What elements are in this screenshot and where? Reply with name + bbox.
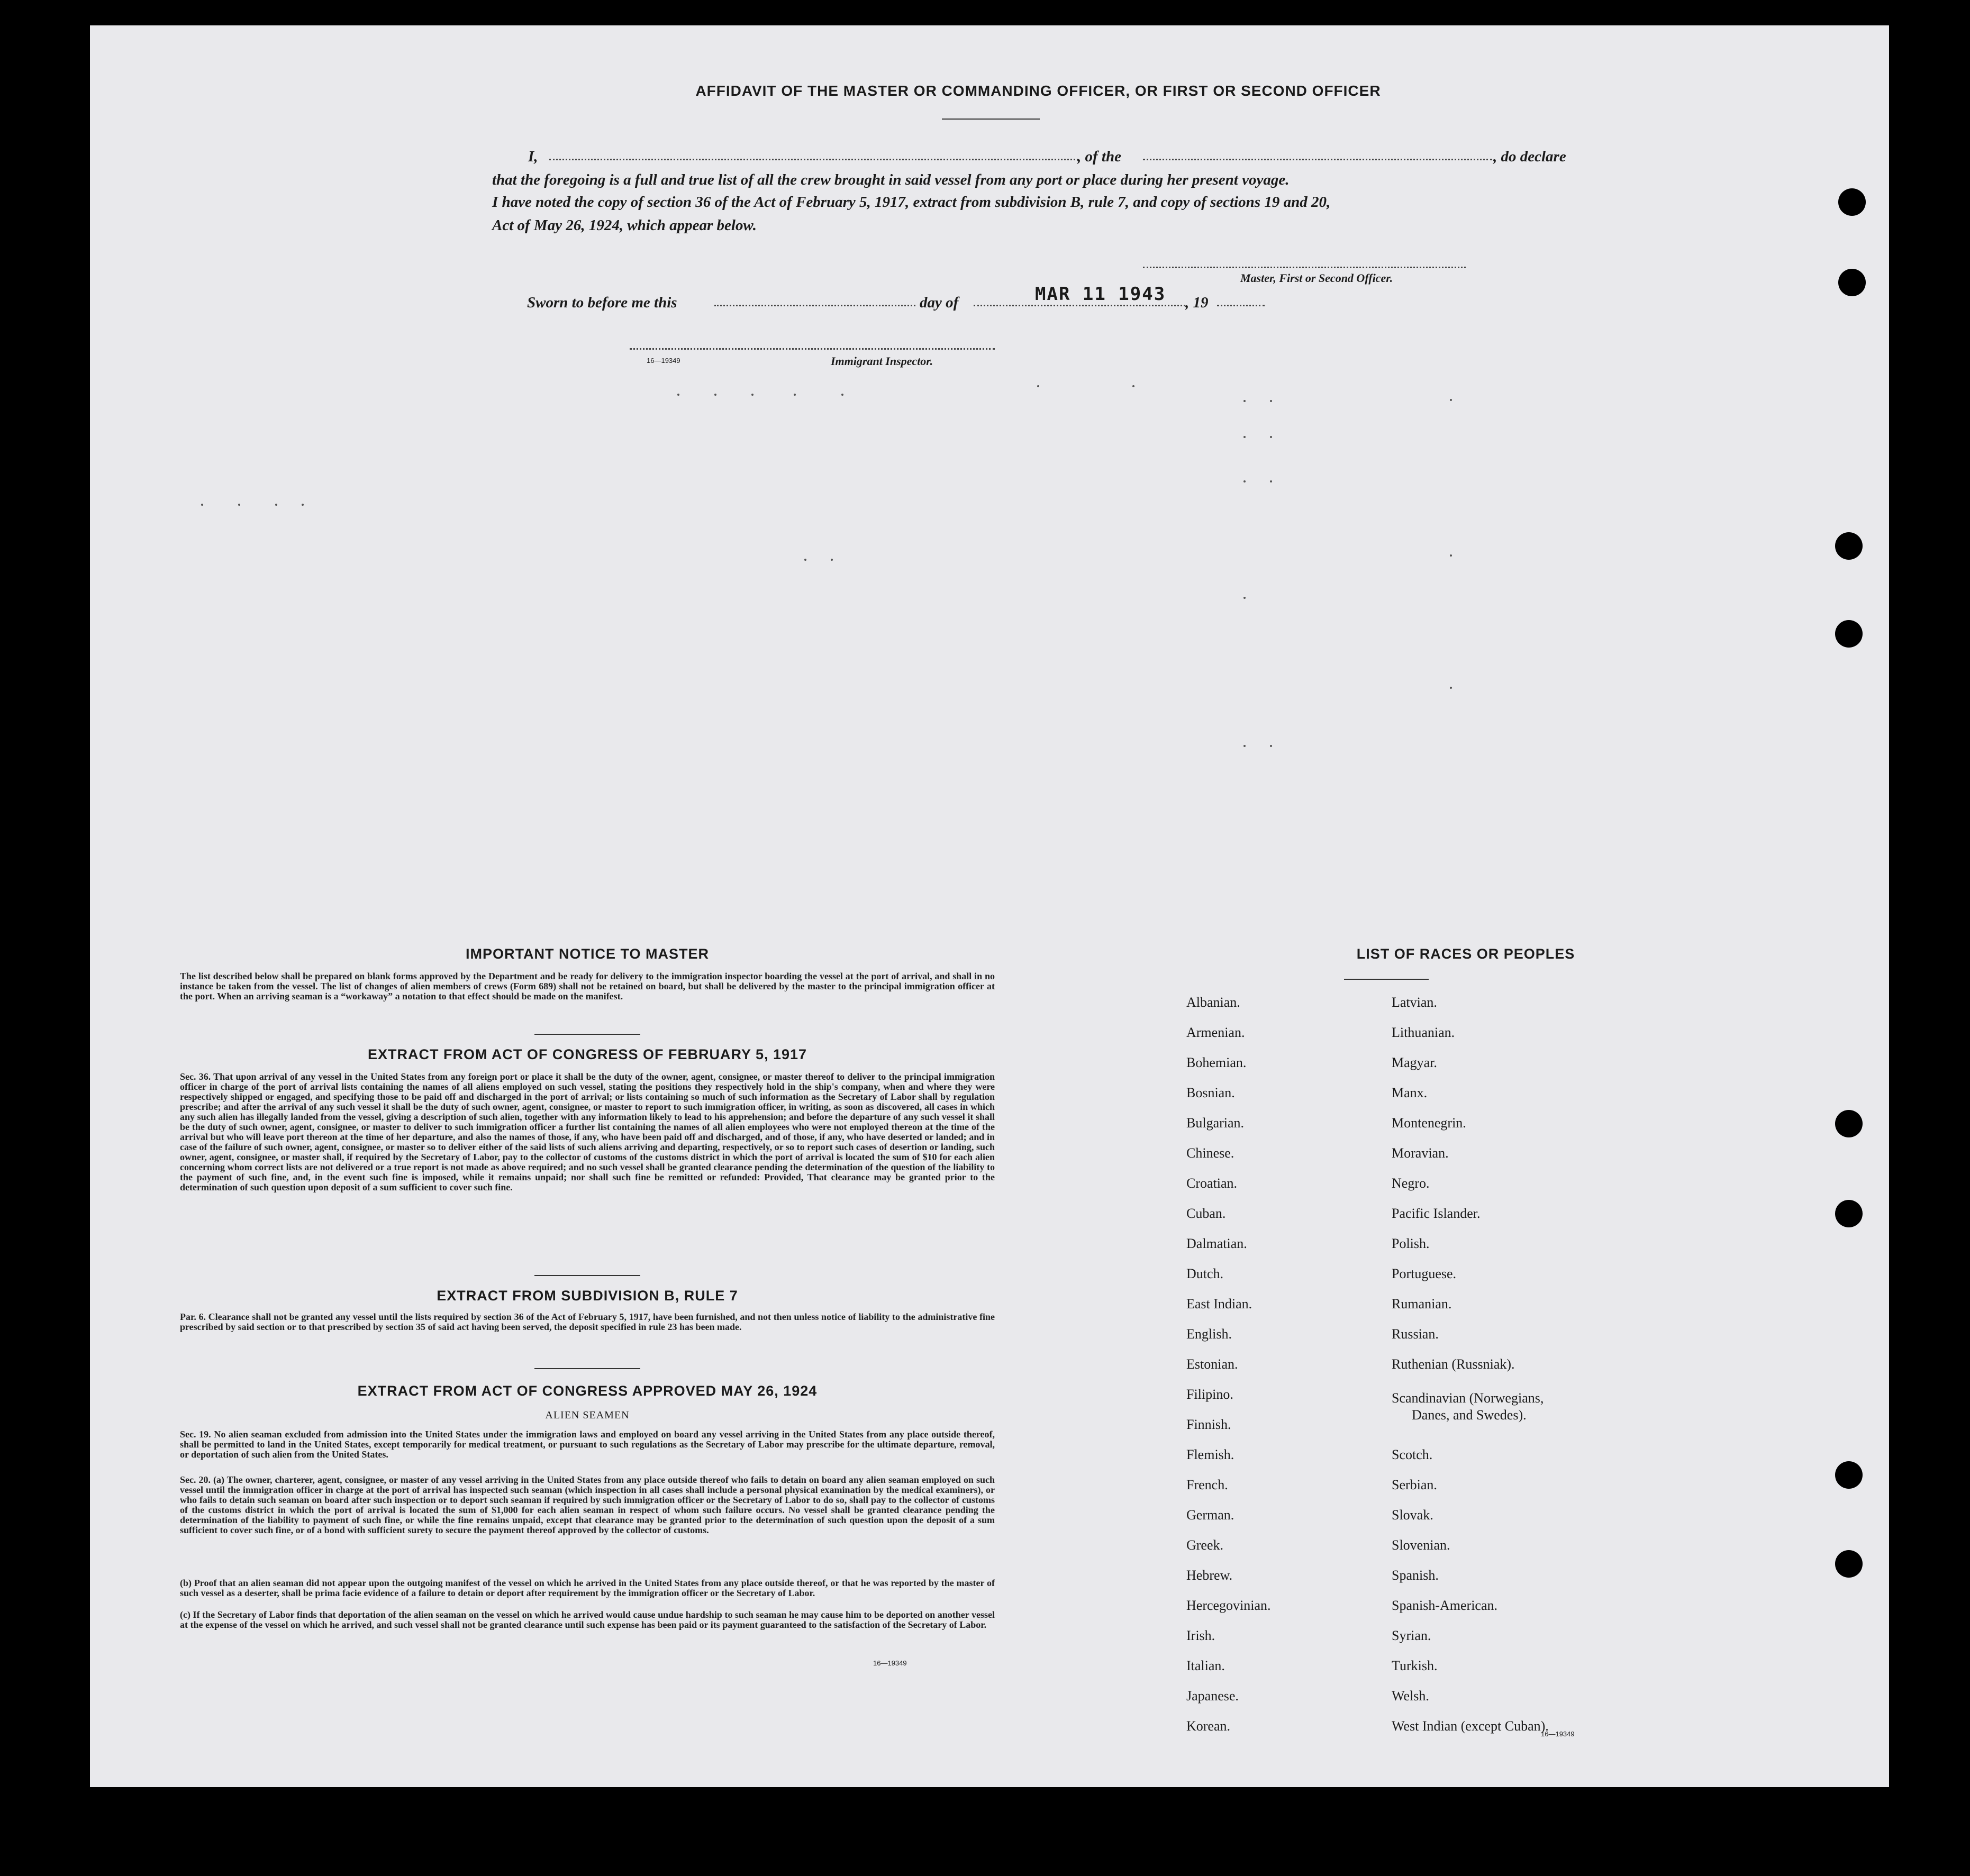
race-item: Finnish.	[1186, 1417, 1231, 1432]
race-item: Slovak.	[1392, 1507, 1433, 1523]
race-item: Bulgarian.	[1186, 1115, 1245, 1131]
race-item: Flemish.	[1186, 1447, 1234, 1462]
race-item: Cuban.	[1186, 1206, 1226, 1221]
extract-rule7-text: Par. 6. Clearance shall not be granted any vessel until the lists required by section 36 of the Act of February 5, 1917, have been furnished, and not then unless notice of liability to the administrative fine prescribed by said section or to that prescribed by section 35 of said act having been served, the deposit specified in rule 23 has been made.	[180, 1312, 995, 1332]
document-page	[90, 25, 1889, 1787]
race-item: Scandinavian (Norwegians,	[1392, 1390, 1544, 1406]
race-item: Lithuanian.	[1392, 1025, 1455, 1040]
affidavit-line2: that the foregoing is a full and true list of all the crew brought in said vessel from any port or place during her present voyage.	[492, 171, 1290, 188]
race-item: Magyar.	[1392, 1055, 1437, 1070]
binder-hole	[1835, 1550, 1863, 1578]
scan-speck	[677, 394, 679, 396]
scan-speck	[831, 559, 833, 561]
race-item: Pacific Islander.	[1392, 1206, 1481, 1221]
race-item: Negro.	[1392, 1176, 1430, 1191]
race-item: Polish.	[1392, 1236, 1430, 1251]
extract-1924-sec20b: (b) Proof that an alien seaman did not appear upon the outgoing manifest of the vessel on which he arrived in the United States from any place outside thereof, or that he was reported by the master of such vessel as a deserter, shall be prima facie evidence of a failure to detain or deport after requirement by the immigration officer or the Secretary of Labor.	[180, 1578, 995, 1598]
scan-speck	[1270, 745, 1272, 747]
scan-speck	[1243, 480, 1246, 482]
race-item: Serbian.	[1392, 1477, 1437, 1492]
scan-speck	[1270, 480, 1272, 482]
scan-speck	[1270, 436, 1272, 438]
race-item: Dutch.	[1186, 1266, 1224, 1281]
race-item: English.	[1186, 1326, 1232, 1342]
race-item: Korean.	[1186, 1718, 1231, 1734]
scan-speck	[1243, 400, 1246, 402]
extract-1924-sec20a: Sec. 20. (a) The owner, charterer, agent, consignee, or master of any vessel arriving in the United States from any place outside thereof who fails to detain on board any alien seaman employed on such vessel until the immigration officer in charge at the port of arrival has inspected such seaman (which inspection in all cases shall include a personal physical examination by the medical examiners), or who fails to detain such seaman on board after such inspection or to deport such seaman if required by such immigration officer or the Secretary of Labor to do so, shall pay to the collector of customs of the customs district in which the port of arrival is located the sum of $1,000 for each alien seaman in respect of whom such failure occurs. No vessel shall be granted clearance pending the determination of the liability to payment of such fine, or while the fine remains unpaid, except that clearance may be granted prior to the determination of such question upon the deposit of a sum sufficient to cover such fine, or of a bond with sufficient surety to secure the payment thereof approved by the collector of customs.	[180, 1474, 995, 1535]
affidavit-line1-of-the: , of the	[1077, 148, 1121, 165]
sworn-prefix: Sworn to before me this	[527, 294, 677, 311]
race-item: Chinese.	[1186, 1145, 1234, 1161]
binder-hole	[1835, 532, 1863, 560]
race-item: French.	[1186, 1477, 1228, 1492]
binder-hole	[1838, 269, 1866, 296]
race-item: Scotch.	[1392, 1447, 1433, 1462]
alien-seamen-subtitle: ALIEN SEAMEN	[545, 1409, 630, 1421]
scan-speck	[1243, 597, 1246, 599]
scan-speck	[238, 504, 240, 506]
race-item: Moravian.	[1392, 1145, 1449, 1161]
race-item: Spanish.	[1392, 1568, 1439, 1583]
extract-1924-title: EXTRACT FROM ACT OF CONGRESS APPROVED MAY 26, 1924	[357, 1383, 818, 1399]
race-item: Manx.	[1392, 1085, 1428, 1100]
affidavit-line4: Act of May 26, 1924, which appear below.	[492, 217, 757, 234]
section-rule	[534, 1275, 640, 1276]
race-item: Irish.	[1186, 1628, 1215, 1643]
race-item: West Indian (except Cuban).	[1392, 1718, 1549, 1734]
race-item: Turkish.	[1392, 1658, 1438, 1673]
race-item: Syrian.	[1392, 1628, 1431, 1643]
scan-speck	[1037, 385, 1039, 387]
race-item: Rumanian.	[1392, 1296, 1452, 1312]
race-item: Spanish-American.	[1392, 1598, 1498, 1613]
form-number-left: 16—19349	[873, 1659, 907, 1667]
race-item: Latvian.	[1392, 995, 1437, 1010]
race-item: Hebrew.	[1186, 1568, 1233, 1583]
race-item: Bosnian.	[1186, 1085, 1235, 1100]
race-item: Portuguese.	[1392, 1266, 1457, 1281]
scan-speck	[751, 394, 753, 396]
scan-speck	[201, 504, 203, 506]
sworn-year-field[interactable]	[1217, 305, 1265, 306]
race-item: Danes, and Swedes).	[1412, 1407, 1527, 1423]
scan-speck	[1450, 687, 1452, 689]
race-item: Russian.	[1392, 1326, 1439, 1342]
race-item: Slovenian.	[1392, 1537, 1450, 1553]
race-item: Estonian.	[1186, 1356, 1238, 1372]
title-rule	[942, 119, 1040, 120]
section-rule	[534, 1034, 640, 1035]
race-item: Hercegovinian.	[1186, 1598, 1271, 1613]
extract-rule7-title: EXTRACT FROM SUBDIVISION B, RULE 7	[437, 1288, 738, 1304]
inspector-label: Immigrant Inspector.	[831, 354, 933, 368]
form-number-top: 16—19349	[647, 357, 680, 365]
extract-1924-sec19: Sec. 19. No alien seaman excluded from admission into the United States under the immigration laws and employed on board any vessel arriving in the United States from any place outside thereof, shall be permitted to land in the United States, except temporarily for medical treatment, or pursuant to such regulations as the Secretary of Labor may prescribe for the ultimate departure, removal, or deportation of such alien from the United States.	[180, 1429, 995, 1460]
affidavit-line3: I have noted the copy of section 36 of the Act of February 5, 1917, extract from subdivision B, rule 7, and copy of sections 19 and 20,	[492, 194, 1331, 211]
race-item: Filipino.	[1186, 1387, 1233, 1402]
binder-hole	[1838, 188, 1866, 216]
sworn-month-field[interactable]	[974, 305, 1185, 306]
scan-speck	[1270, 400, 1272, 402]
race-item: Japanese.	[1186, 1688, 1239, 1704]
inspector-signature-field[interactable]	[630, 348, 995, 350]
affidavit-title: AFFIDAVIT OF THE MASTER OR COMMANDING OFFICER, OR FIRST OR SECOND OFFICER	[695, 83, 1381, 99]
master-signature-label: Master, First or Second Officer.	[1240, 271, 1393, 285]
race-item: Welsh.	[1392, 1688, 1429, 1704]
scan-speck	[1132, 385, 1134, 387]
scan-speck	[794, 394, 796, 396]
race-item: Armenian.	[1186, 1025, 1245, 1040]
race-item: German.	[1186, 1507, 1234, 1523]
race-item: Bohemian.	[1186, 1055, 1247, 1070]
vessel-name-field[interactable]	[1143, 159, 1492, 160]
date-stamp: MAR 11 1943	[1035, 284, 1166, 305]
binder-hole	[1835, 620, 1863, 648]
affidavit-line1-declare: , do declare	[1493, 148, 1566, 165]
sworn-year: , 19	[1185, 294, 1209, 311]
scan-speck	[1450, 399, 1452, 401]
race-item: East Indian.	[1186, 1296, 1252, 1312]
scan-speck	[1450, 554, 1452, 557]
extract-1917-title: EXTRACT FROM ACT OF CONGRESS OF FEBRUARY 5, 1917	[367, 1046, 807, 1062]
race-item: Albanian.	[1186, 995, 1240, 1010]
races-title: LIST OF RACES OR PEOPLES	[1356, 946, 1575, 962]
race-item: Dalmatian.	[1186, 1236, 1247, 1251]
scan-speck	[1243, 745, 1246, 747]
scan-speck	[302, 504, 304, 506]
binder-hole	[1835, 1110, 1863, 1137]
scan-speck	[804, 559, 806, 561]
race-item: Greek.	[1186, 1537, 1224, 1553]
notice-title: IMPORTANT NOTICE TO MASTER	[466, 946, 709, 962]
races-rule	[1344, 979, 1429, 980]
section-rule	[534, 1368, 640, 1369]
affidavit-line1-i: I,	[528, 148, 538, 165]
scan-speck	[714, 394, 716, 396]
binder-hole	[1835, 1200, 1863, 1227]
extract-1924-sec20c: (c) If the Secretary of Labor finds that deportation of the alien seaman on the vessel on which he arrived would cause undue hardship to such seaman he may cause him to be deported on another vessel at the expense of the vessel on which he arrived, and such vessel shall not be granted clearance until such expense has been paid or its payment guaranteed to the satisfaction of the Secretary of Labor.	[180, 1609, 995, 1630]
form-number-right: 16—19349	[1541, 1730, 1575, 1738]
race-item: Montenegrin.	[1392, 1115, 1466, 1131]
race-item: Croatian.	[1186, 1176, 1238, 1191]
extract-1917-text: Sec. 36. That upon arrival of any vessel in the United States from any foreign port or place it shall be the duty of the owner, agent, consignee, or master thereof to deliver to the principal immigration officer in charge of the port of arrival lists containing the names of all aliens employed on such vessel, stating the positions they respectively hold in the ship's company, when and where they were respectively shipped or engaged, and specifying those to be paid off and discharged in the port of arrival; or lists containing so much of such information as the Secretary of Labor shall by regulation prescribe; and after the arrival of any such vessel it shall be the duty of such owner, agent, consignee, or master to report to such immigration officer, in writing, as soon as discovered, all cases in which any such alien has illegally landed from the vessel, giving a description of such alien, together with any information likely to lead to his apprehension; and before the departure of any such vessel it shall be the duty of such owner, agent, consignee, or master to deliver to such immigration officer a further list containing the names of all alien employees who were not employed thereon at the time of the arrival but who will leave port thereon at the time of her departure, and also the names of those, if any, who have been paid off and discharged, and of those, if any, who have deserted or landed; and in case of the failure of such owner, agent, consignee, or master so to deliver either of the said lists of such aliens arriving and departing, respectively, or so to report such cases of desertion or landing, such owner, agent, consignee, or master shall, if required by the Secretary of Labor, pay to the collector of customs of the customs district in which the port of arrival is located the sum of $10 for each alien concerning whom correct lists are not delivered or a true report is not made as above required; and no such vessel shall be granted clearance pending the determination of the question of the liability to the payment of such fine, and, in the event such fine is imposed, while it remains unpaid; nor shall such fine be remitted or refunded: Provided, That clearance may be granted prior to the determination of such question upon deposit of a sum sufficient to cover such fine.	[180, 1071, 995, 1192]
master-name-field[interactable]	[549, 159, 1078, 160]
race-item: Italian.	[1186, 1658, 1225, 1673]
scan-speck	[841, 394, 843, 396]
scan-speck	[275, 504, 277, 506]
notice-text: The list described below shall be prepared on blank forms approved by the Department and be ready for delivery to the immigration inspector boarding the vessel at the port of arrival, and shall in no instance be taken from the vessel. The list of changes of alien members of crews (Form 689) shall not be retained on board, but shall be delivered by the master to the principal immigration officer at the port. When an arriving seaman is a “workaway” a notation to that effect should be made on the manifest.	[180, 971, 995, 1001]
sworn-day-of: day of	[920, 294, 959, 311]
binder-hole	[1835, 1461, 1863, 1489]
master-signature-field[interactable]	[1143, 267, 1466, 268]
sworn-day-field[interactable]	[714, 305, 915, 306]
race-item: Ruthenian (Russniak).	[1392, 1356, 1515, 1372]
scan-speck	[1243, 436, 1246, 438]
